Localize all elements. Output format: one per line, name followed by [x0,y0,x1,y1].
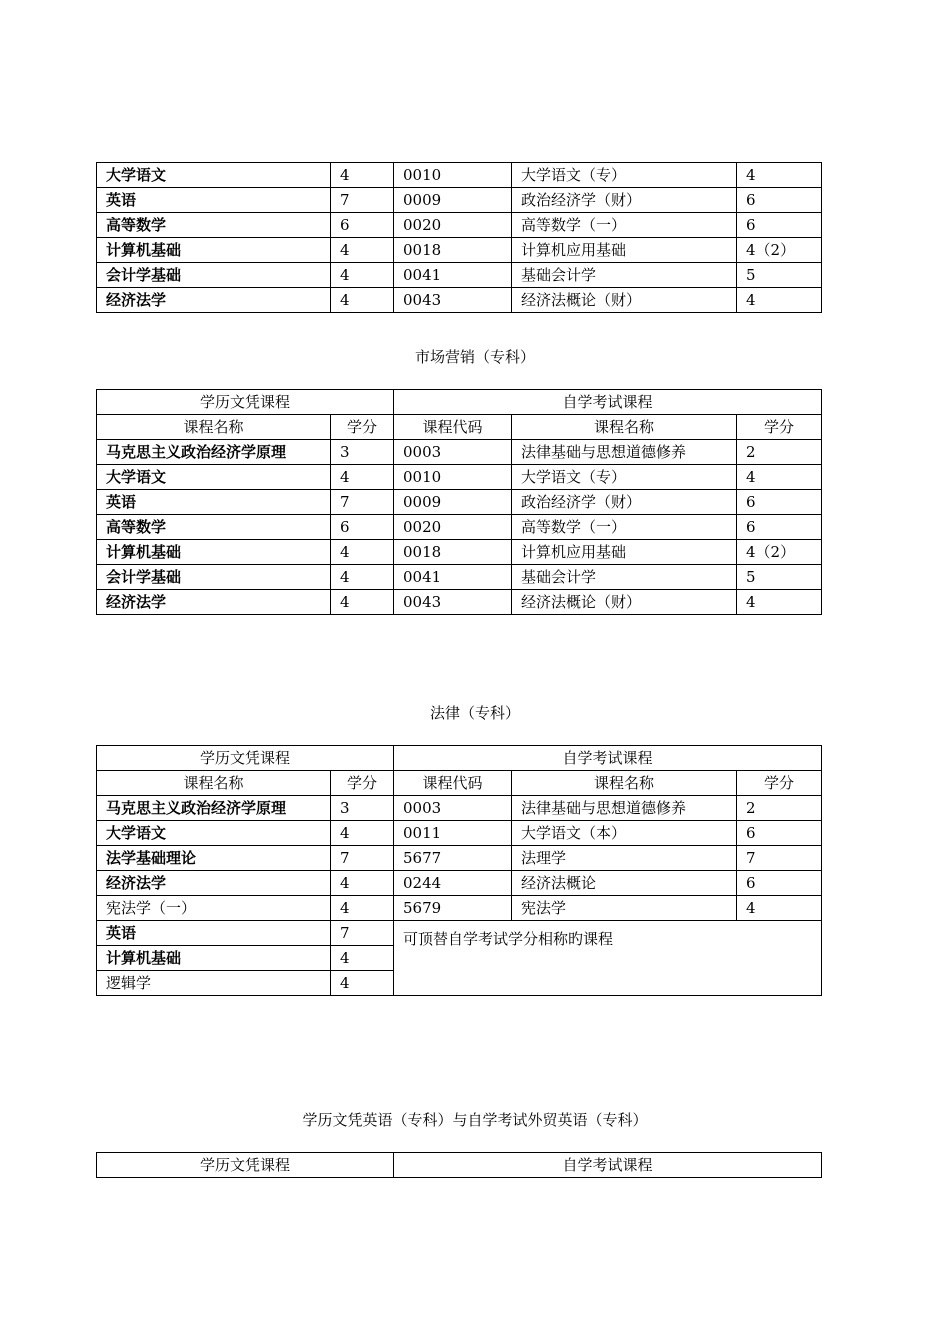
exam-course-code: 0018 [394,238,512,263]
table-row [97,263,822,288]
course-code-header: 课程代码 [394,771,512,796]
exam-course-code: 0041 [394,263,512,288]
exam-course-code: 0018 [394,540,512,565]
diploma-course-credits: 4 [331,871,394,896]
diploma-course-credits: 7 [331,921,394,946]
diploma-course-credits: 3 [331,440,394,465]
diploma-course-credits: 4 [331,540,394,565]
diploma-course-name: 英语 [97,490,331,515]
exam-course-credits: 4 [737,163,822,188]
exam-course-credits: 6 [737,821,822,846]
diploma-course-credits: 4 [331,821,394,846]
exam-course-code: 5679 [394,896,512,921]
subheader-row [97,415,822,440]
exam-course-name: 经济法概论（财） [512,288,737,313]
course-name-header: 课程名称 [97,415,331,440]
diploma-course-credits: 4 [331,896,394,921]
exam-course-credits: 5 [737,263,822,288]
exam-course-name: 高等数学（一） [512,213,737,238]
exam-course-credits: 4（2） [737,540,822,565]
exam-course-code: 0010 [394,163,512,188]
diploma-course-name: 马克思主义政治经济学原理 [97,440,331,465]
diploma-course-name: 经济法学 [97,871,331,896]
course-table-english [96,1152,822,1178]
diploma-courses-header: 学历文凭课程 [97,1153,394,1178]
diploma-course-credits: 4 [331,263,394,288]
self-exam-courses-header: 自学考试课程 [394,746,822,771]
table-row [97,590,822,615]
diploma-course-credits: 4 [331,946,394,971]
diploma-course-credits: 4 [331,163,394,188]
diploma-course-credits: 6 [331,515,394,540]
exam-course-credits: 6 [737,515,822,540]
diploma-course-name: 大学语文 [97,163,331,188]
diploma-course-name: 计算机基础 [97,540,331,565]
course-table-marketing [96,389,822,615]
exam-course-code: 5677 [394,846,512,871]
section-title-english: 学历文凭英语（专科）与自学考试外贸英语（专科） [302,1111,648,1129]
exam-course-name: 大学语文（专） [512,465,737,490]
table-row [97,921,822,946]
diploma-course-credits: 4 [331,590,394,615]
table-row [97,796,822,821]
diploma-course-name: 会计学基础 [97,565,331,590]
header-row [97,746,822,771]
diploma-course-credits: 4 [331,565,394,590]
section-title-law: 法律（专科） [429,704,520,722]
diploma-course-credits: 3 [331,796,394,821]
replacement-note: 可顶替自学考试学分相称旳课程 [394,921,822,996]
exam-course-name: 法律基础与思想道德修养 [512,796,737,821]
diploma-course-name: 宪法学（一） [97,896,331,921]
diploma-course-credits: 7 [331,188,394,213]
course-name-header: 课程名称 [97,771,331,796]
section-title-marketing: 市场营销（专科） [414,348,535,366]
exam-course-code: 0244 [394,871,512,896]
table-row [97,896,822,921]
diploma-course-credits: 7 [331,846,394,871]
table-row [97,465,822,490]
table-row [97,821,822,846]
exam-course-credits: 2 [737,796,822,821]
exam-course-name: 大学语文（本） [512,821,737,846]
table-row [97,288,822,313]
course-name-header: 课程名称 [512,415,737,440]
exam-course-name: 政治经济学（财） [512,490,737,515]
subheader-row [97,771,822,796]
exam-course-credits: 2 [737,440,822,465]
exam-course-code: 0009 [394,188,512,213]
diploma-course-credits: 4 [331,465,394,490]
exam-course-code: 0011 [394,821,512,846]
exam-course-credits: 4（2） [737,238,822,263]
diploma-course-name: 高等数学 [97,213,331,238]
exam-course-code: 0010 [394,465,512,490]
credits-header: 学分 [737,415,822,440]
table-row [97,565,822,590]
exam-course-credits: 4 [737,465,822,490]
credits-header: 学分 [737,771,822,796]
exam-course-code: 0043 [394,288,512,313]
exam-course-name: 计算机应用基础 [512,540,737,565]
exam-course-credits: 6 [737,490,822,515]
credits-header: 学分 [331,415,394,440]
exam-course-credits: 6 [737,871,822,896]
exam-course-code: 0020 [394,515,512,540]
diploma-course-credits: 4 [331,288,394,313]
exam-course-name: 经济法概论 [512,871,737,896]
self-exam-courses-header: 自学考试课程 [394,390,822,415]
exam-course-code: 0009 [394,490,512,515]
exam-course-name: 法律基础与思想道德修养 [512,440,737,465]
diploma-course-name: 马克思主义政治经济学原理 [97,796,331,821]
exam-course-name: 基础会计学 [512,263,737,288]
exam-course-name: 基础会计学 [512,565,737,590]
course-code-header: 课程代码 [394,415,512,440]
diploma-course-credits: 7 [331,490,394,515]
diploma-course-name: 大学语文 [97,465,331,490]
table-row [97,871,822,896]
header-row [97,390,822,415]
exam-course-credits: 5 [737,565,822,590]
credits-header: 学分 [331,771,394,796]
exam-course-name: 大学语文（专） [512,163,737,188]
diploma-course-name: 法学基础理论 [97,846,331,871]
diploma-courses-header: 学历文凭课程 [97,746,394,771]
exam-course-code: 0043 [394,590,512,615]
diploma-course-credits: 4 [331,238,394,263]
table-row [97,440,822,465]
course-name-header: 课程名称 [512,771,737,796]
table-row [97,846,822,871]
diploma-course-name: 英语 [97,188,331,213]
diploma-course-name: 大学语文 [97,821,331,846]
exam-course-credits: 7 [737,846,822,871]
table-row [97,490,822,515]
diploma-course-name: 逻辑学 [97,971,331,996]
diploma-course-name: 高等数学 [97,515,331,540]
diploma-course-name: 会计学基础 [97,263,331,288]
self-exam-courses-header: 自学考试课程 [394,1153,822,1178]
exam-course-credits: 6 [737,188,822,213]
table-row [97,515,822,540]
exam-course-credits: 4 [737,590,822,615]
header-row [97,1153,822,1178]
diploma-course-credits: 6 [331,213,394,238]
exam-course-name: 法理学 [512,846,737,871]
table-row [97,213,822,238]
diploma-course-name: 经济法学 [97,288,331,313]
diploma-course-credits: 4 [331,971,394,996]
exam-course-code: 0003 [394,440,512,465]
table-row [97,238,822,263]
diploma-courses-header: 学历文凭课程 [97,390,394,415]
diploma-course-name: 英语 [97,921,331,946]
exam-course-code: 0020 [394,213,512,238]
exam-course-name: 政治经济学（财） [512,188,737,213]
exam-course-code: 0041 [394,565,512,590]
exam-course-code: 0003 [394,796,512,821]
exam-course-name: 高等数学（一） [512,515,737,540]
exam-course-name: 计算机应用基础 [512,238,737,263]
course-table-law [96,745,822,996]
diploma-course-name: 计算机基础 [97,946,331,971]
exam-course-name: 经济法概论（财） [512,590,737,615]
course-table-continued [96,162,822,313]
exam-course-name: 宪法学 [512,896,737,921]
exam-course-credits: 4 [737,896,822,921]
table-row [97,540,822,565]
table-row [97,163,822,188]
exam-course-credits: 6 [737,213,822,238]
diploma-course-name: 经济法学 [97,590,331,615]
exam-course-credits: 4 [737,288,822,313]
diploma-course-name: 计算机基础 [97,238,331,263]
table-row [97,188,822,213]
